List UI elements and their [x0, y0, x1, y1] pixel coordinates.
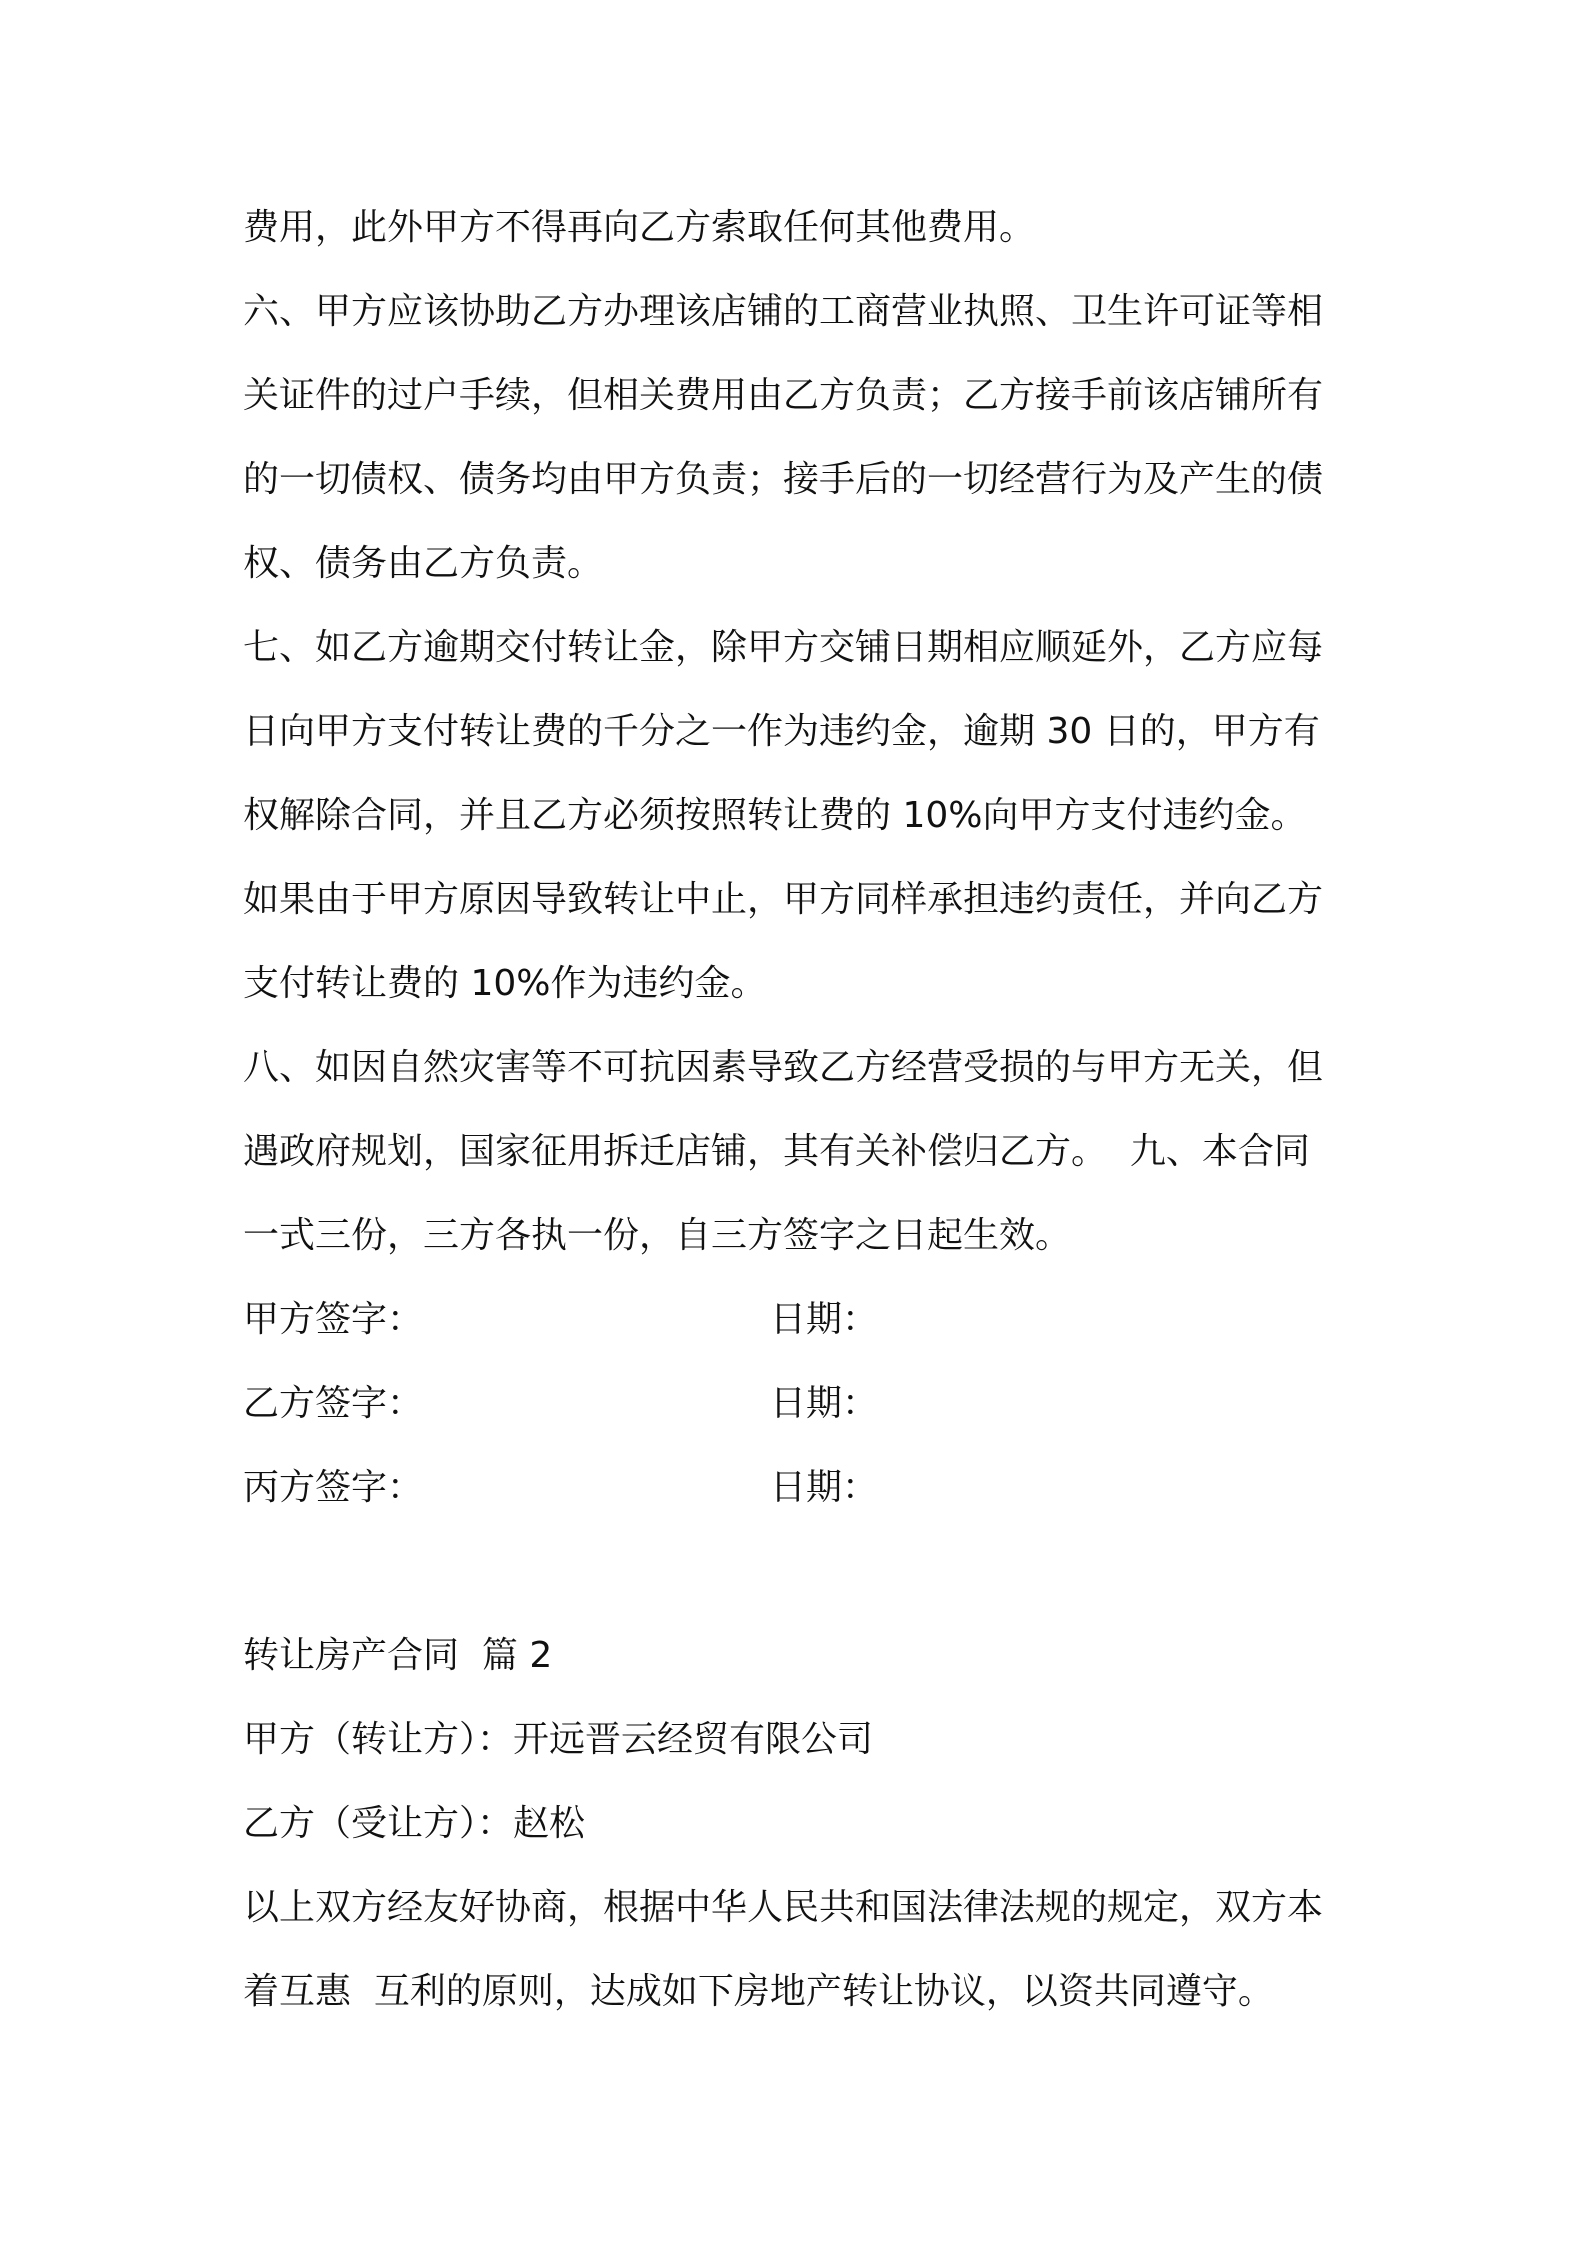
- body-line: 权解除合同，并且乙方必须按照转让费的 10%向甲方支付违约金。: [243, 795, 1307, 836]
- party-a-line: 甲方（转让方）：开远晋云经贸有限公司: [243, 1719, 874, 1760]
- body-line: 一式三份，三方各执一份，自三方签字之日起生效。: [243, 1215, 1072, 1256]
- signature-label-party-a: 甲方签字：: [243, 1299, 424, 1340]
- signature-date-party-b: 日期：: [770, 1383, 879, 1424]
- body-line: 费用，此外甲方不得再向乙方索取任何其他费用。: [243, 207, 1036, 248]
- body-line: 着互惠 互利的原则，达成如下房地产转让协议，以资共同遵守。: [243, 1971, 1274, 2012]
- body-line: 七、如乙方逾期交付转让金，除甲方交铺日期相应顺延外，乙方应每: [243, 627, 1324, 668]
- body-line: 日向甲方支付转让费的千分之一作为违约金，逾期 30 日的，甲方有: [243, 711, 1320, 752]
- section-title: 转让房产合同 篇 2: [243, 1635, 553, 1676]
- body-line: 支付转让费的 10%作为违约金。: [243, 963, 767, 1004]
- body-line: 关证件的过户手续，但相关费用由乙方负责；乙方接手前该店铺所有: [243, 375, 1324, 416]
- signature-label-party-c: 丙方签字：: [243, 1467, 424, 1508]
- body-line: 八、如因自然灾害等不可抗因素导致乙方经营受损的与甲方无关，但: [243, 1047, 1324, 1088]
- body-line: 权、债务由乙方负责。: [243, 543, 604, 584]
- body-line: 遇政府规划，国家征用拆迁店铺，其有关补偿归乙方。 九、本合同: [243, 1131, 1310, 1172]
- body-line: 的一切债权、债务均由甲方负责；接手后的一切经营行为及产生的债: [243, 459, 1324, 500]
- body-line: 如果由于甲方原因导致转让中止，甲方同样承担违约责任，并向乙方: [243, 879, 1324, 920]
- body-line: 六、甲方应该协助乙方办理该店铺的工商营业执照、卫生许可证等相: [243, 291, 1324, 332]
- body-line: 以上双方经友好协商，根据中华人民共和国法律法规的规定，双方本: [243, 1887, 1324, 1928]
- signature-date-party-c: 日期：: [770, 1467, 879, 1508]
- signature-date-party-a: 日期：: [770, 1299, 879, 1340]
- party-b-line: 乙方（受让方）：赵松: [243, 1803, 586, 1844]
- signature-label-party-b: 乙方签字：: [243, 1383, 424, 1424]
